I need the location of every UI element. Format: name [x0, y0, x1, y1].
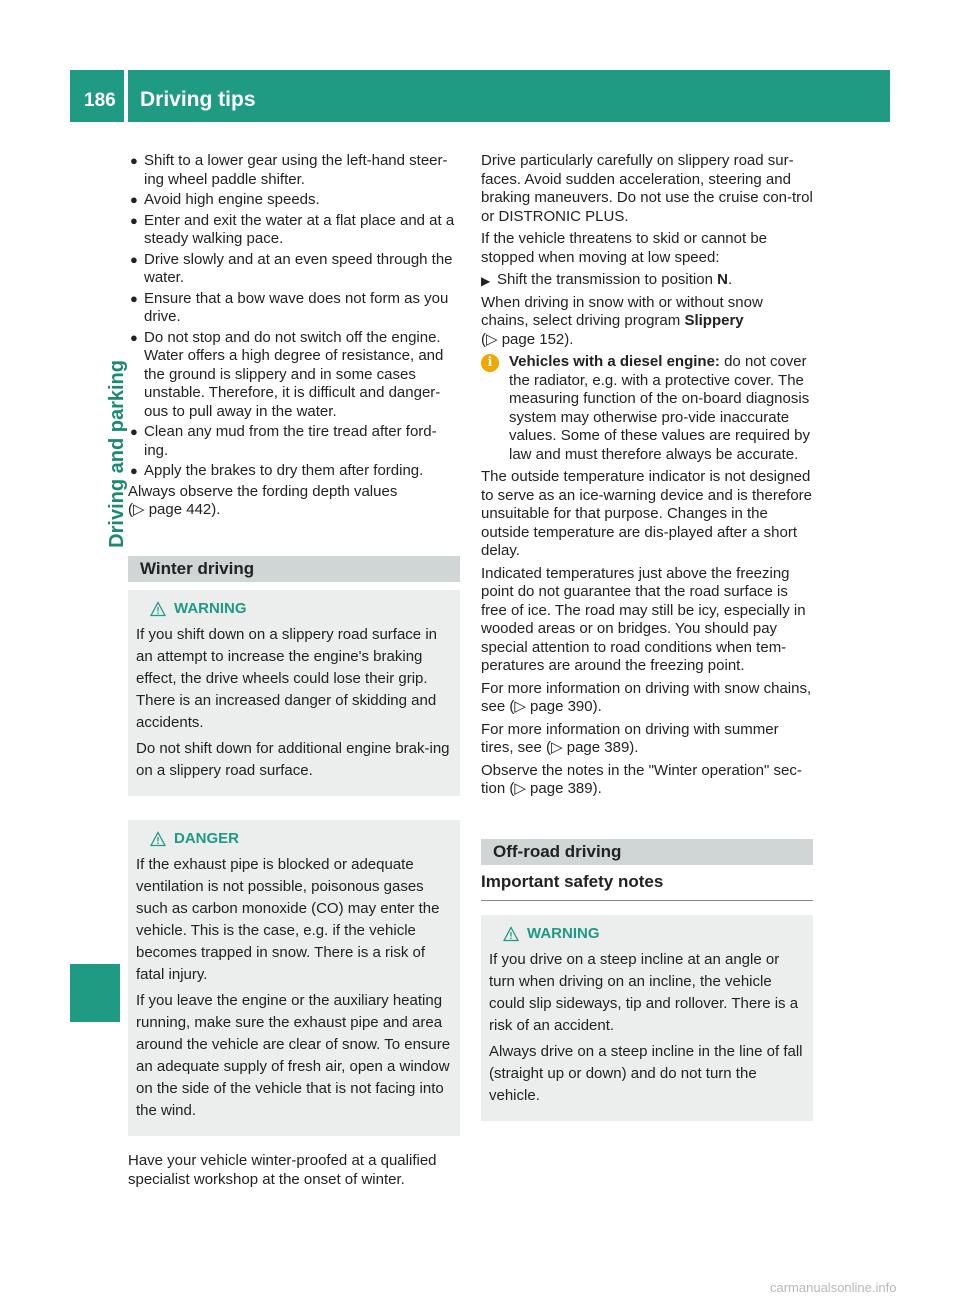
right-column — [481, 152, 813, 1137]
paragraph: The outside temperature indicator is not designed to serve as an ice-warning device and is therefore unsuitable for that purpose. Changes in the outside temperature are dis-played after a short delay. — [481, 468, 813, 559]
left-column — [128, 152, 460, 1193]
info-note: i Vehicles with a diesel engine: do not cover the radiator, e.g. with a protective cover. The measuring function of the on-board diagnosis system may otherwise pro-vide inaccurate values. Some of these values are required by law and must therefore always be accurate. — [481, 353, 813, 464]
paragraph: For more information on driving with snow chains, see (▷ page 390). — [481, 679, 812, 715]
section-heading-winter-driving: Winter driving — [128, 556, 460, 583]
paragraph: Drive particularly carefully on slippery road sur-faces. Avoid sudden acceleration, steering and braking maneuvers. Do not use the cruise con-trol or DISTRONIC PLUS. — [481, 152, 813, 225]
list-item: ● Drive slowly and at an even speed through the water. — [130, 250, 453, 286]
paragraph: If the vehicle threatens to skid or cannot be stopped when moving at low speed: — [481, 230, 768, 266]
page-reference-link[interactable]: (▷ page 152). — [481, 330, 574, 348]
warning-notice — [128, 590, 460, 796]
info-icon: i — [481, 354, 499, 372]
fording-depth-note: Always observe the fording depth values (▷ page 442). — [128, 482, 398, 518]
arrow-icon: ▶ — [481, 274, 491, 288]
warning-label: WARNING — [174, 600, 247, 617]
side-tab-marker — [70, 964, 120, 1022]
subheading-important-safety-notes: Important safety notes — [481, 873, 813, 901]
warning-notice — [481, 915, 813, 1121]
bullet-icon: ● — [130, 251, 138, 267]
paragraph: For more information on driving with summer tires, see (▷ page 389). — [481, 720, 779, 756]
list-item: ● Ensure that a bow wave does not form as you drive. — [130, 289, 449, 325]
danger-label: DANGER — [174, 830, 240, 847]
bullet-icon: ● — [130, 153, 138, 168]
bullet-icon: ● — [130, 212, 138, 228]
page-reference-link[interactable]: (▷ page 442). — [128, 501, 221, 518]
fording-bullet-list — [128, 152, 460, 481]
watermark: carmanualsonline.info — [770, 1280, 897, 1295]
side-tab — [70, 360, 128, 548]
warning-label: WARNING — [527, 924, 600, 942]
list-item: ● Do not stop and do not switch off the engine. Water offers a high degree of resistance, and the ground is slippery and in some cases unstable. Therefore, it is difficult and danger-ous to pull away in the water. — [130, 328, 444, 420]
page-number: 186 — [84, 90, 116, 111]
header-divider — [124, 70, 128, 122]
paragraph: Indicated temperatures just above the freezing point do not guarantee that the road surface is free of ice. The road may still be icy, especially in wooded areas or on bridges. You should pay special attention to road conditions when tem-peratures are around the freezing point. — [481, 564, 806, 674]
danger-text: If you leave the engine or the auxiliary heating running, make sure the exhaust pipe and area around the vehicle are clear of snow. To ensure an adequate supply of fresh air, open a window on the side of the vehicle that is not facing into the wind. — [136, 992, 451, 1119]
paragraph: When driving in snow with or without snow chains, select driving program Slippery (▷ page 152). — [481, 293, 763, 348]
section-heading-off-road-driving: Off-road driving — [481, 839, 813, 866]
action-step: ▶ Shift the transmission to position N. — [481, 271, 813, 290]
list-item: ● Shift to a lower gear using the left-hand steer-ing wheel paddle shifter. — [130, 152, 448, 188]
warning-text: If you drive on a steep incline at an angle or turn when driving on an incline, the vehicle could slip sideways, tip and rollover. There is a risk of an accident. — [489, 950, 799, 1034]
list-item: ● Clean any mud from the tire tread after ford-ing. — [130, 423, 437, 459]
list-item: ● Enter and exit the water at a flat place and at a steady walking pace. — [130, 211, 455, 247]
side-tab-label: Driving and parking — [106, 360, 128, 548]
paragraph: Observe the notes in the "Winter operation" sec-tion (▷ page 389). — [481, 761, 802, 797]
bullet-icon: ● — [130, 463, 138, 478]
winter-proofing-note: Have your vehicle winter-proofed at a qualified specialist workshop at the onset of winter. — [128, 1152, 437, 1188]
warning-text: If you shift down on a slippery road surface in an attempt to increase the engine's braking effect, the drive wheels could lose their grip. There is an increased danger of skidding and accidents. — [136, 626, 437, 731]
warning-triangle-icon — [150, 831, 166, 847]
danger-text: If the exhaust pipe is blocked or adequate ventilation is not possible, poisonous gases such as carbon monoxide (CO) may enter the vehicle. This is the case, e.g. if the vehicle becomes trapped in snow. There is a risk of fatal injury. — [136, 856, 440, 983]
list-item: ● Avoid high engine speeds. — [130, 191, 320, 208]
bullet-icon: ● — [130, 192, 138, 207]
bullet-icon: ● — [130, 329, 138, 345]
warning-triangle-icon — [150, 601, 166, 617]
danger-notice — [128, 820, 460, 1136]
page-title: Driving tips — [140, 88, 256, 111]
warning-text: Always drive on a steep incline in the line of fall (straight up or down) and do not turn the vehicle. — [489, 1042, 803, 1104]
bullet-icon: ● — [130, 424, 138, 439]
list-item: ● Apply the brakes to dry them after fording. — [130, 462, 424, 479]
warning-text: Do not shift down for additional engine brak-ing on a slippery road surface. — [136, 740, 450, 779]
bullet-icon: ● — [130, 290, 138, 306]
warning-triangle-icon — [503, 926, 519, 942]
